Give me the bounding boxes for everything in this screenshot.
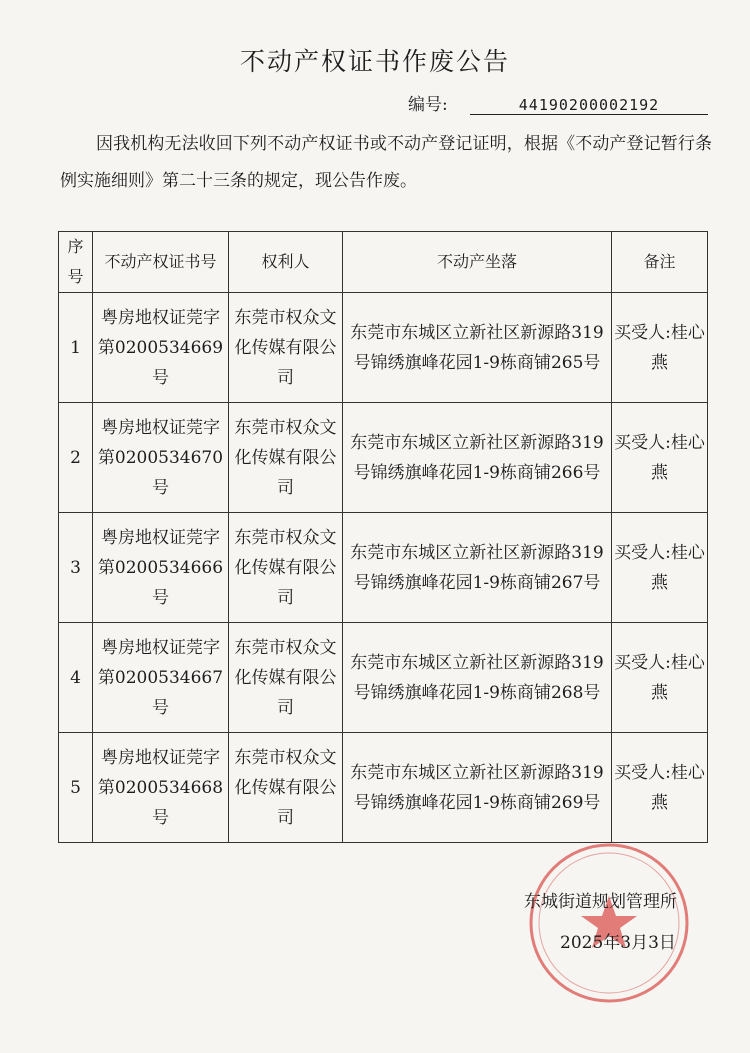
row-cert: 粤房地权证莞字第0200534667号 bbox=[93, 623, 229, 733]
header-location: 不动产坐落 bbox=[343, 232, 612, 293]
table-header-row bbox=[59, 232, 708, 293]
row-no: 2 bbox=[59, 403, 93, 513]
row-note: 买受人:桂心燕 bbox=[612, 733, 708, 843]
row-owner: 东莞市权众文化传媒有限公司 bbox=[229, 403, 343, 513]
table-row bbox=[59, 733, 708, 843]
row-no: 4 bbox=[59, 623, 93, 733]
table-row bbox=[59, 293, 708, 403]
page-title: 不动产权证书作废公告 bbox=[239, 47, 510, 76]
row-owner: 东莞市权众文化传媒有限公司 bbox=[229, 513, 343, 623]
notice-paragraph: 因我机构无法收回下列不动产权证书或不动产登记证明，根据《不动产登记暂行条例实施细则》第二十三条的规定，现公告作废。 bbox=[60, 134, 712, 191]
serial-label: 编号: bbox=[408, 95, 448, 115]
row-no: 1 bbox=[59, 293, 93, 403]
official-seal bbox=[524, 838, 694, 1008]
header-owner: 权利人 bbox=[229, 232, 343, 293]
row-location: 东莞市东城区立新社区新源路319号锦绣旗峰花园1-9栋商铺265号 bbox=[343, 293, 612, 403]
serial-value: 44190200002192 bbox=[470, 96, 708, 115]
row-location: 东莞市东城区立新社区新源路319号锦绣旗峰花园1-9栋商铺269号 bbox=[343, 733, 612, 843]
row-cert: 粤房地权证莞字第0200534666号 bbox=[93, 513, 229, 623]
signature-date: 2025年3月3日 bbox=[560, 933, 676, 953]
row-note: 买受人:桂心燕 bbox=[612, 293, 708, 403]
table-row bbox=[59, 403, 708, 513]
row-cert: 粤房地权证莞字第0200534668号 bbox=[93, 733, 229, 843]
row-owner: 东莞市权众文化传媒有限公司 bbox=[229, 293, 343, 403]
row-note: 买受人:桂心燕 bbox=[612, 403, 708, 513]
certificate-table bbox=[58, 231, 708, 843]
serial-number-row bbox=[408, 90, 708, 115]
signature-text: 东城街道规划管理所 bbox=[524, 892, 677, 912]
row-note: 买受人:桂心燕 bbox=[612, 623, 708, 733]
row-location: 东莞市东城区立新社区新源路319号锦绣旗峰花园1-9栋商铺267号 bbox=[343, 513, 612, 623]
header-no: 序号 bbox=[59, 232, 93, 293]
row-location: 东莞市东城区立新社区新源路319号锦绣旗峰花园1-9栋商铺266号 bbox=[343, 403, 612, 513]
header-note: 备注 bbox=[612, 232, 708, 293]
row-cert: 粤房地权证莞字第0200534669号 bbox=[93, 293, 229, 403]
row-cert: 粤房地权证莞字第0200534670号 bbox=[93, 403, 229, 513]
row-owner: 东莞市权众文化传媒有限公司 bbox=[229, 623, 343, 733]
row-owner: 东莞市权众文化传媒有限公司 bbox=[229, 733, 343, 843]
row-no: 3 bbox=[59, 513, 93, 623]
header-cert: 不动产权证书号 bbox=[93, 232, 229, 293]
table-row bbox=[59, 513, 708, 623]
table-row bbox=[59, 623, 708, 733]
row-location: 东莞市东城区立新社区新源路319号锦绣旗峰花园1-9栋商铺268号 bbox=[343, 623, 612, 733]
row-no: 5 bbox=[59, 733, 93, 843]
row-note: 买受人:桂心燕 bbox=[612, 513, 708, 623]
